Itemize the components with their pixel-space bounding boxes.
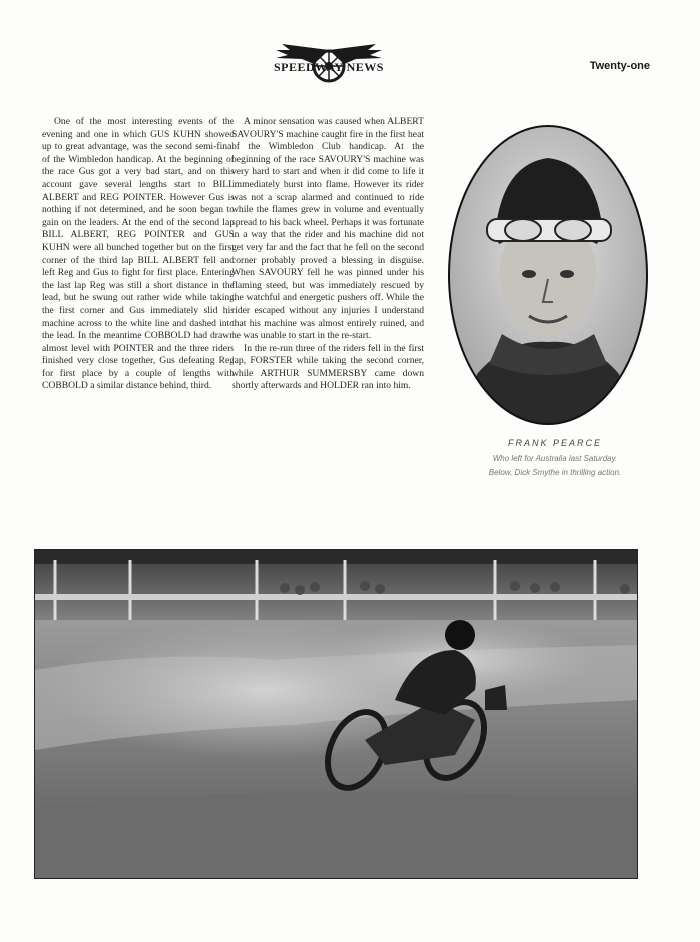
article-paragraph: A minor sensation was caused when ALBERT SAVOURY'S machine caught fire in the first heat of the Wimbledon Club handicap. At the beginning of the race SAVOURY'S machine was very hard to start and when it did come to life it immediately burst into flame. However its rider was not a scrap alarmed and continued to ride while the flames grew in volume and eventually spread to his back wheel. Perhaps it was fortunate in a way that the rider and his machine did not get very far and the fact that he fell on the second corner probably proved a blessing in disguise. When SAVOURY fell he was pinned under his flaming steed, but was immediately rescued by the watchful and energetic pushers off. While the rider escaped without any injuries I understand that his machine was almost entirely ruined, and he was unable to start in the re-start. <box>232 116 424 342</box>
page-number: Twenty-one <box>589 60 650 72</box>
article-paragraph: In the re-run three of the riders fell in the first lap, FORSTER while taking the second corner, while ARTHUR SUMMERSBY came down shortly afterwards and HOLDER ran into him. <box>232 342 424 392</box>
portrait-caption <box>455 438 655 482</box>
portrait-photo <box>447 124 649 426</box>
article-column-2 <box>232 116 424 393</box>
portrait-name: FRANK PEARCE <box>507 438 602 448</box>
article-column-1 <box>42 116 234 393</box>
masthead-title: SPEEDWAY NEWS <box>274 60 384 74</box>
caption-line: Who left for Australia last Saturday. <box>492 454 618 463</box>
masthead <box>262 40 396 86</box>
speedway-action-photo <box>34 549 638 879</box>
caption-line: Below, Dick Smythe in thrilling action. <box>488 468 622 477</box>
article-paragraph: One of the most interesting events of the evening and one in which GUS KUHN showed up to great advantage, was the second semi-final of the Wimbledon handicap. At the beginning of the race Gus got a very bad start, and on this account gave several lengths start to BILL ALBERT and REG POINTER. However Gus is nothing if not determined, and he soon began to gain on the leaders. At the end of the second lap BILL ALBERT, REG POINTER and GUS KUHN were all bunched together but on the first corner of the third lap BILL ALBERT fell and left Reg and Gus to fight for first place. Entering the last lap Reg was still a short distance in the lead, but he swung out rather wide while taking the first corner and Gus immediately slid his machine across to the white line and dashed into the lead. In the meantime COBBOLD had drawn almost level with POINTER and the three riders finished very close together, Gus defeating Reg for first place by a couple of lengths with COBBOLD a similar distance behind, third. <box>42 116 234 392</box>
